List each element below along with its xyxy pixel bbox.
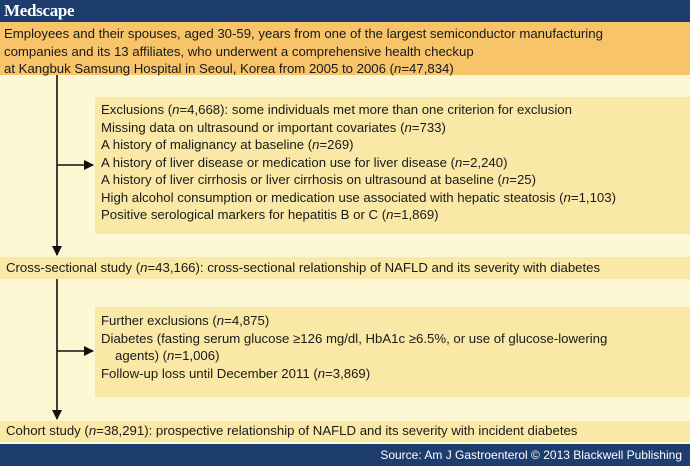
brand-logo: Medscape [4, 1, 75, 20]
cross-sectional-line: Cross-sectional study (n=43,166): cross-sectional relationship of NAFLD and its severity with diabetes [6, 260, 601, 275]
population-line-1: Employees and their spouses, aged 30-59, years from one of the largest semiconductor manufacturing [4, 26, 603, 41]
footer-bar [0, 444, 690, 466]
exclusion-line: A history of liver disease or medication use for liver disease (n=2,240) [101, 154, 508, 170]
further-line: Further exclusions (n=4,875) [101, 313, 270, 328]
source-credit: Source: Am J Gastroenterol © 2013 Blackwell Publishing [380, 448, 682, 462]
further-line: Follow-up loss until December 2011 (n=3,869) [101, 365, 371, 381]
cohort-line: Cohort study (n=38,291): prospective relationship of NAFLD and its severity with incident diabetes [6, 423, 578, 438]
exclusion-line: High alcohol consumption or medication use associated with hepatic steatosis (n=1,103) [101, 189, 616, 205]
exclusion-line: A history of malignancy at baseline (n=269) [101, 137, 354, 152]
population-line-3: at Kangbuk Samsung Hospital in Seoul, Korea from 2005 to 2006 (n=47,834) [4, 61, 454, 76]
exclusion-line: Missing data on ultrasound or important covariates (n=733) [101, 119, 446, 135]
population-line-2: companies and its 13 affiliates, who underwent a comprehensive health checkup [4, 43, 474, 59]
exclusion-line: Exclusions (n=4,668): some individuals met more than one criterion for exclusion [101, 102, 572, 117]
exclusion-line: Positive serological markers for hepatitis B or C (n=1,869) [101, 207, 439, 222]
exclusion-line: A history of liver cirrhosis or liver cirrhosis on ultrasound at baseline (n=25) [101, 172, 537, 187]
further-line: agents) (n=1,006) [115, 348, 220, 363]
further-line: Diabetes (fasting serum glucose ≥126 mg/dl, HbA1c ≥6.5%, or use of glucose-lowering [101, 330, 608, 346]
